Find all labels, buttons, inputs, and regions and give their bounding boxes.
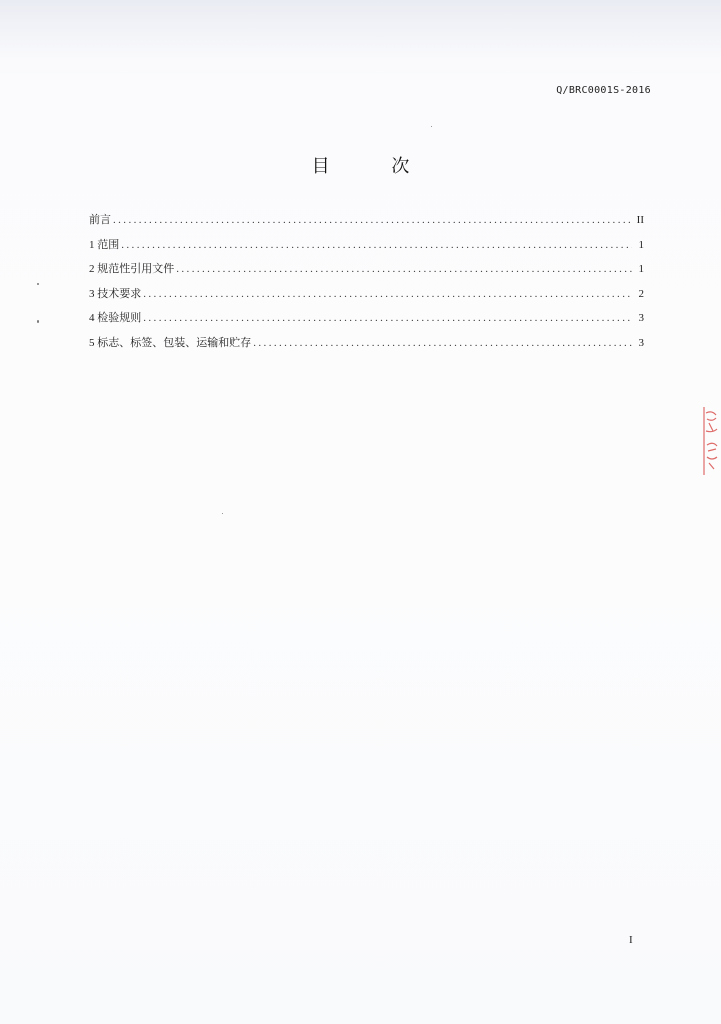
- page-number: I: [629, 934, 633, 946]
- toc-entry-page: 2: [638, 287, 644, 300]
- toc-entry-page: 3: [638, 336, 644, 349]
- table-of-contents: [89, 212, 644, 360]
- toc-entry-label: 3 技术要求: [89, 287, 142, 300]
- toc-entry-page: 1: [638, 263, 644, 276]
- toc-entry-label: 2 规范性引用文件: [89, 263, 175, 276]
- toc-entry-label: 5 标志、标签、包装、运输和贮存: [89, 336, 252, 349]
- scan-speck: [37, 283, 39, 285]
- toc-leader-dots: [253, 335, 632, 352]
- scan-speck: [222, 513, 223, 514]
- toc-leader-dots: [113, 212, 632, 229]
- toc-entry-label: 4 检验规则: [89, 312, 142, 325]
- scan-shadow: [0, 0, 721, 60]
- seal-stamp-image: [701, 405, 721, 477]
- toc-entry-page: 1: [638, 238, 644, 251]
- toc-entry[interactable]: [89, 212, 644, 237]
- toc-entry-label: 1 范围: [89, 238, 120, 251]
- toc-leader-dots: [121, 237, 632, 254]
- toc-entry[interactable]: [89, 286, 644, 311]
- toc-entry[interactable]: [89, 261, 644, 286]
- toc-leader-dots: [143, 286, 632, 303]
- toc-entry-page: 3: [638, 312, 644, 325]
- scan-speck: [37, 320, 39, 323]
- toc-leader-dots: [176, 261, 632, 278]
- standard-code: Q/BRC0001S-2016: [556, 85, 651, 96]
- toc-entry-label: 前言: [89, 214, 111, 226]
- toc-entry[interactable]: [89, 310, 644, 335]
- toc-entry[interactable]: [89, 237, 644, 262]
- toc-entry-page: II: [636, 214, 644, 226]
- toc-entry[interactable]: [89, 335, 644, 360]
- toc-title: 目 次: [311, 156, 438, 177]
- toc-leader-dots: [143, 310, 632, 327]
- scan-speck: [431, 126, 432, 127]
